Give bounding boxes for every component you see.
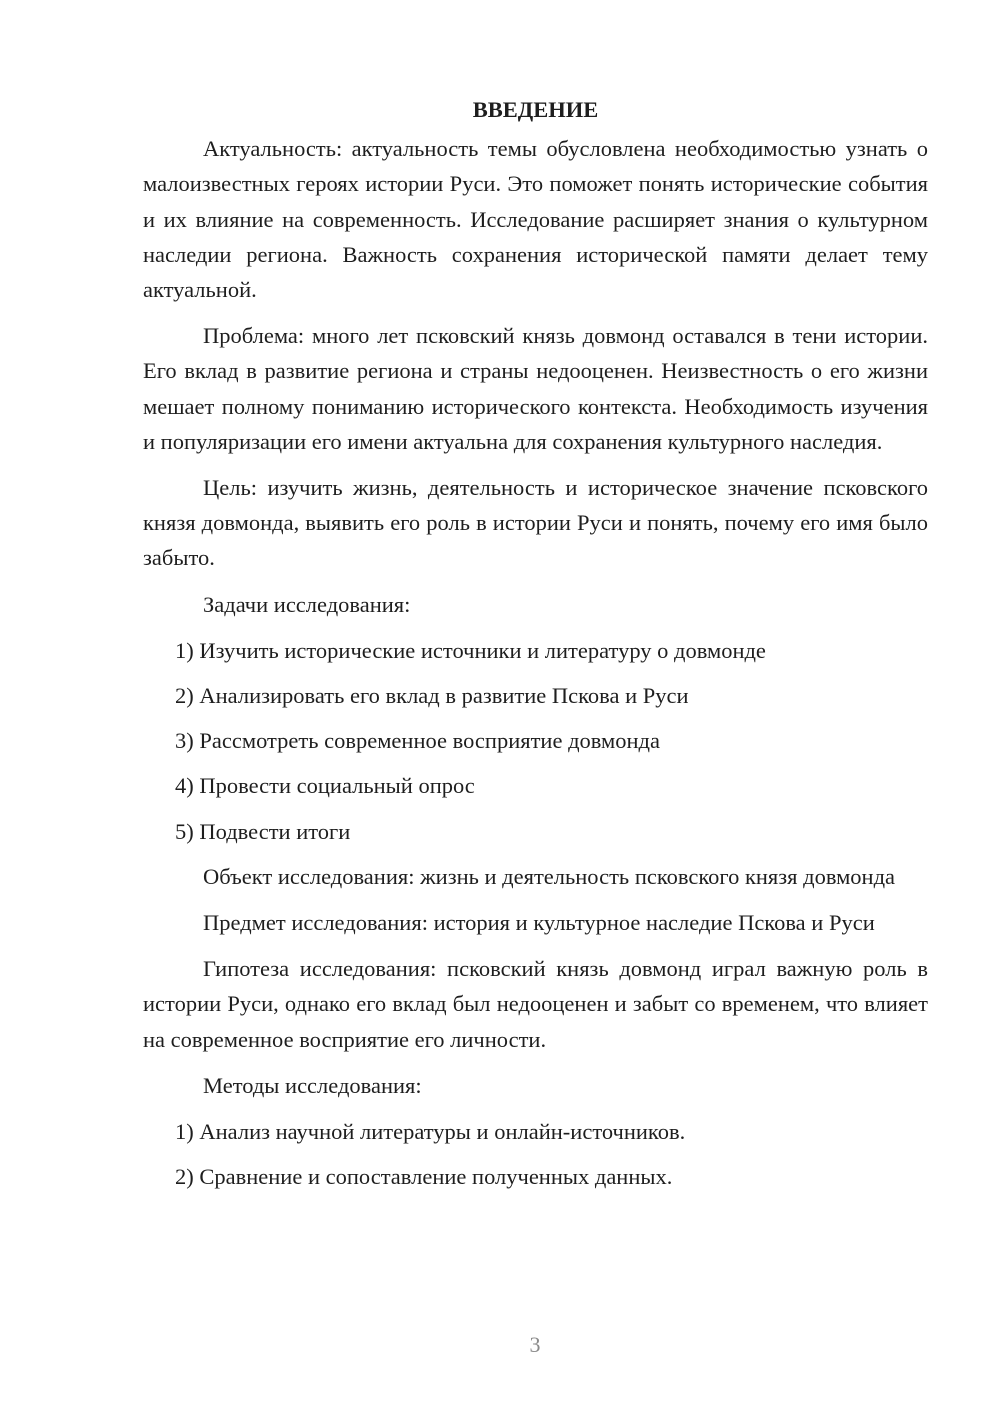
relevance-paragraph: Актуальность: актуальность темы обусловлена необходимостью узнать о малоизвестных героях истории Руси. Это поможет понять исторические события и их влияние на современность. Исследование расширяет знания о культурном наследии региона. Важность сохранения исторической памяти делает тему актуальной.: [143, 136, 928, 303]
task-item: 4) Провести социальный опрос: [175, 773, 475, 799]
page-content: [143, 92, 928, 1204]
subject-paragraph: Предмет исследования: история и культурное наследие Пскова и Руси: [203, 910, 875, 936]
tasks-title: Задачи исследования:: [203, 591, 411, 617]
task-item: 5) Подвести итоги: [175, 818, 351, 844]
methods-title: Методы исследования:: [203, 1072, 422, 1098]
method-item: 2) Сравнение и сопоставление полученных данных.: [175, 1164, 673, 1190]
task-item: 3) Рассмотреть современное восприятие довмонда: [175, 728, 660, 754]
task-item: 2) Анализировать его вклад в развитие Пскова и Руси: [175, 683, 689, 709]
method-item: 1) Анализ научной литературы и онлайн-источников.: [175, 1119, 686, 1145]
page-number: 3: [529, 1332, 541, 1357]
object-paragraph: Объект исследования: жизнь и деятельность псковского князя довмонда: [203, 863, 896, 889]
task-item: 1) Изучить исторические источники и литературу о довмонде: [175, 637, 766, 663]
hypothesis-paragraph: Гипотеза исследования: псковский князь довмонд играл важную роль в истории Руси, однако его вклад был недооценен и забыт со временем, что влияет на современное восприятие его личности.: [143, 956, 928, 1052]
section-heading: ВВЕДЕНИЕ: [472, 97, 599, 122]
goal-paragraph: Цель: изучить жизнь, деятельность и историческое значение псковского князя довмонда, выявить его роль в истории Руси и понять, почему его имя было забыто.: [143, 475, 928, 571]
problem-paragraph: Проблема: много лет псковский князь довмонд оставался в тени истории. Его вклад в развитие региона и страны недооценен. Неизвестность о его жизни мешает полному пониманию исторического контекста. Необходимость изучения и популяризации его имени актуальна для сохранения культурного наследия.: [143, 323, 928, 454]
